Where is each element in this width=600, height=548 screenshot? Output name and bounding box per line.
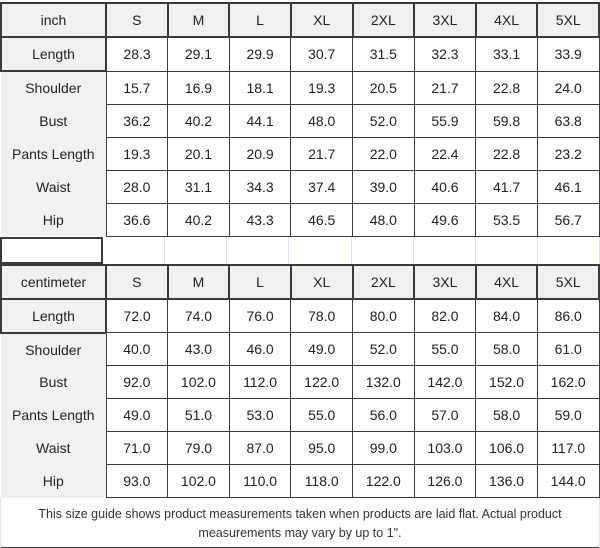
- measurement-value-cell: 36.6: [106, 203, 168, 236]
- size-column-header: 2XL: [353, 3, 415, 37]
- separator-cell: [538, 237, 600, 264]
- measurement-value-cell: 78.0: [291, 299, 353, 333]
- measurement-value-cell: 43.3: [229, 203, 291, 236]
- measurement-value-cell: 44.1: [229, 104, 291, 137]
- measurement-value-cell: 132.0: [353, 366, 415, 399]
- measurement-value-cell: 34.3: [229, 170, 291, 203]
- unit-header-cell: centimeter: [1, 265, 106, 299]
- separator-cell: [414, 237, 476, 264]
- measurement-value-cell: 40.6: [414, 170, 476, 203]
- measurement-value-cell: 126.0: [414, 465, 476, 498]
- measurement-value-cell: 122.0: [291, 366, 353, 399]
- measurement-row: [1, 37, 599, 71]
- measurement-value-cell: 110.0: [229, 465, 291, 498]
- measurement-value-cell: 18.1: [229, 71, 291, 104]
- separator-cell: [227, 237, 289, 264]
- measurement-value-cell: 59.0: [537, 399, 599, 432]
- row-label: Shoulder: [1, 71, 106, 104]
- measurement-value-cell: 33.9: [537, 37, 599, 71]
- size-column-header: 4XL: [476, 3, 538, 37]
- measurement-value-cell: 72.0: [106, 299, 168, 333]
- size-column-header: 4XL: [476, 265, 538, 299]
- measurement-value-cell: 102.0: [168, 366, 230, 399]
- measurement-value-cell: 56.7: [537, 203, 599, 236]
- measurement-value-cell: 23.2: [537, 137, 599, 170]
- measurement-value-cell: 136.0: [476, 465, 538, 498]
- measurement-value-cell: 49.6: [414, 203, 476, 236]
- measurement-value-cell: 19.3: [291, 71, 353, 104]
- measurement-value-cell: 22.8: [476, 71, 538, 104]
- measurement-row: [1, 432, 599, 465]
- measurement-value-cell: 142.0: [414, 366, 476, 399]
- separator-cell: [103, 237, 165, 264]
- measurement-value-cell: 117.0: [537, 432, 599, 465]
- measurement-value-cell: 162.0: [537, 366, 599, 399]
- measurement-value-cell: 55.0: [414, 333, 476, 366]
- measurement-value-cell: 48.0: [291, 104, 353, 137]
- header-row: [1, 265, 599, 299]
- measurement-value-cell: 52.0: [353, 104, 415, 137]
- measurement-row: [1, 299, 599, 333]
- measurement-value-cell: 74.0: [168, 299, 230, 333]
- measurement-row: [1, 104, 599, 137]
- measurement-value-cell: 21.7: [414, 71, 476, 104]
- measurement-value-cell: 63.8: [537, 104, 599, 137]
- measurement-value-cell: 39.0: [353, 170, 415, 203]
- size-column-header: M: [168, 265, 230, 299]
- size-column-header: 5XL: [537, 265, 599, 299]
- measurement-value-cell: 33.1: [476, 37, 538, 71]
- measurement-value-cell: 53.0: [229, 399, 291, 432]
- measurement-value-cell: 29.9: [229, 37, 291, 71]
- measurement-value-cell: 46.5: [291, 203, 353, 236]
- row-label: Hip: [1, 203, 106, 236]
- measurement-value-cell: 102.0: [168, 465, 230, 498]
- measurement-value-cell: 24.0: [537, 71, 599, 104]
- measurement-value-cell: 59.8: [476, 104, 538, 137]
- measurement-row: [1, 203, 599, 236]
- measurement-value-cell: 58.0: [476, 399, 538, 432]
- measurement-value-cell: 41.7: [476, 170, 538, 203]
- measurement-value-cell: 122.0: [353, 465, 415, 498]
- size-column-header: 3XL: [414, 3, 476, 37]
- measurement-value-cell: 28.0: [106, 170, 168, 203]
- measurement-value-cell: 46.1: [537, 170, 599, 203]
- measurement-value-cell: 51.0: [168, 399, 230, 432]
- measurement-value-cell: 53.5: [476, 203, 538, 236]
- size-column-header: L: [229, 3, 291, 37]
- measurement-value-cell: 92.0: [106, 366, 168, 399]
- measurement-value-cell: 106.0: [476, 432, 538, 465]
- measurement-value-cell: 16.9: [168, 71, 230, 104]
- measurement-value-cell: 19.3: [106, 137, 168, 170]
- measurement-value-cell: 36.2: [106, 104, 168, 137]
- size-column-header: S: [106, 3, 168, 37]
- measurement-disclaimer: This size guide shows product measurements taken when products are laid flat. Actual product measurements may vary by up to 1".: [0, 498, 600, 548]
- measurement-value-cell: 37.4: [291, 170, 353, 203]
- row-label: Shoulder: [1, 333, 106, 366]
- measurement-value-cell: 76.0: [229, 299, 291, 333]
- size-column-header: 5XL: [537, 3, 599, 37]
- measurement-value-cell: 93.0: [106, 465, 168, 498]
- measurement-value-cell: 15.7: [106, 71, 168, 104]
- row-label: Waist: [1, 170, 106, 203]
- size-column-header: 2XL: [353, 265, 415, 299]
- measurement-row: [1, 366, 599, 399]
- measurement-value-cell: 57.0: [414, 399, 476, 432]
- measurement-value-cell: 152.0: [476, 366, 538, 399]
- row-label: Length: [1, 37, 106, 71]
- measurement-row: [1, 137, 599, 170]
- measurement-value-cell: 55.0: [291, 399, 353, 432]
- unit-header-cell: inch: [1, 3, 106, 37]
- header-row: [1, 3, 599, 37]
- separator-label-cell: [0, 237, 103, 264]
- measurement-value-cell: 86.0: [537, 299, 599, 333]
- measurement-value-cell: 71.0: [106, 432, 168, 465]
- measurement-value-cell: 21.7: [291, 137, 353, 170]
- measurement-value-cell: 32.3: [414, 37, 476, 71]
- size-column-header: M: [168, 3, 230, 37]
- measurement-value-cell: 58.0: [476, 333, 538, 366]
- measurement-value-cell: 30.7: [291, 37, 353, 71]
- size-column-header: L: [229, 265, 291, 299]
- measurement-value-cell: 55.9: [414, 104, 476, 137]
- measurement-value-cell: 61.0: [537, 333, 599, 366]
- separator-cell: [352, 237, 414, 264]
- size-column-header: XL: [291, 3, 353, 37]
- measurement-value-cell: 20.9: [229, 137, 291, 170]
- measurement-value-cell: 79.0: [168, 432, 230, 465]
- measurement-value-cell: 56.0: [353, 399, 415, 432]
- row-label: Waist: [1, 432, 106, 465]
- measurement-value-cell: 87.0: [229, 432, 291, 465]
- measurement-row: [1, 170, 599, 203]
- measurement-value-cell: 118.0: [291, 465, 353, 498]
- measurement-row: [1, 71, 599, 104]
- separator-cell: [165, 237, 227, 264]
- row-label: Bust: [1, 366, 106, 399]
- measurement-value-cell: 99.0: [353, 432, 415, 465]
- measurement-value-cell: 49.0: [291, 333, 353, 366]
- measurement-value-cell: 20.5: [353, 71, 415, 104]
- row-label: Length: [1, 299, 106, 333]
- separator-cell: [476, 237, 538, 264]
- measurement-value-cell: 46.0: [229, 333, 291, 366]
- measurement-value-cell: 82.0: [414, 299, 476, 333]
- measurement-value-cell: 28.3: [106, 37, 168, 71]
- measurement-value-cell: 29.1: [168, 37, 230, 71]
- measurement-value-cell: 31.1: [168, 170, 230, 203]
- measurement-value-cell: 49.0: [106, 399, 168, 432]
- size-column-header: S: [106, 265, 168, 299]
- measurement-value-cell: 43.0: [168, 333, 230, 366]
- measurement-row: [1, 465, 599, 498]
- measurement-value-cell: 80.0: [353, 299, 415, 333]
- centimeter-size-table: [0, 264, 600, 499]
- row-label: Pants Length: [1, 137, 106, 170]
- measurement-value-cell: 112.0: [229, 366, 291, 399]
- measurement-value-cell: 22.0: [353, 137, 415, 170]
- measurement-row: [1, 399, 599, 432]
- row-label: Pants Length: [1, 399, 106, 432]
- measurement-value-cell: 22.4: [414, 137, 476, 170]
- measurement-value-cell: 103.0: [414, 432, 476, 465]
- measurement-value-cell: 84.0: [476, 299, 538, 333]
- size-column-header: XL: [291, 265, 353, 299]
- measurement-value-cell: 40.2: [168, 104, 230, 137]
- separator-cell: [289, 237, 351, 264]
- row-label: Bust: [1, 104, 106, 137]
- size-column-header: 3XL: [414, 265, 476, 299]
- row-label: Hip: [1, 465, 106, 498]
- inch-size-table: [0, 2, 600, 237]
- measurement-row: [1, 333, 599, 366]
- table-separator-row: [0, 237, 600, 264]
- measurement-value-cell: 20.1: [168, 137, 230, 170]
- measurement-value-cell: 40.0: [106, 333, 168, 366]
- measurement-value-cell: 40.2: [168, 203, 230, 236]
- measurement-value-cell: 22.8: [476, 137, 538, 170]
- measurement-value-cell: 31.5: [353, 37, 415, 71]
- measurement-value-cell: 144.0: [537, 465, 599, 498]
- measurement-value-cell: 95.0: [291, 432, 353, 465]
- measurement-value-cell: 48.0: [353, 203, 415, 236]
- measurement-value-cell: 52.0: [353, 333, 415, 366]
